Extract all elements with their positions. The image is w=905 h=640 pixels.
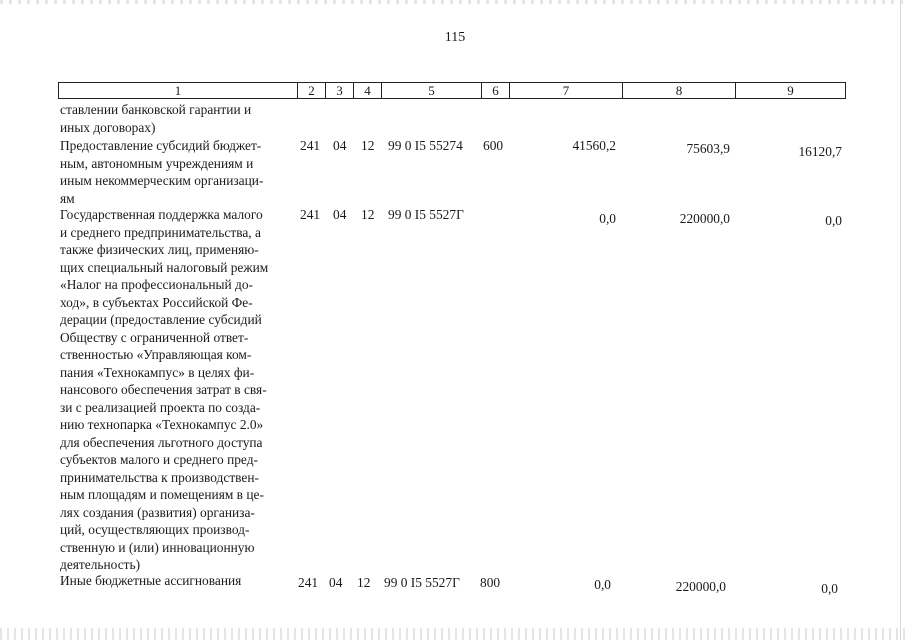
column-header-3: 3 bbox=[326, 82, 354, 99]
row-1-col-2: 241 bbox=[300, 138, 321, 153]
page-number: 115 bbox=[444, 30, 466, 45]
text-line: ным, автономным учреждениям и bbox=[60, 155, 254, 171]
table-row-3-description bbox=[60, 572, 296, 590]
text-line: лях создания (развития) организа- bbox=[60, 504, 255, 520]
row-3-col-4: 12 bbox=[357, 575, 371, 590]
row-3-col-2: 241 bbox=[298, 575, 319, 590]
row-1-col-7: 41560,2 bbox=[572, 138, 616, 153]
text-line: ям bbox=[60, 190, 75, 206]
text-line: Иные бюджетные ассигнования bbox=[60, 573, 242, 588]
column-header-7: 7 bbox=[510, 82, 623, 99]
row-3-col-6: 800 bbox=[480, 575, 501, 590]
text-line: Обществу с ограниченной ответ- bbox=[60, 329, 249, 345]
row-3-col-3: 04 bbox=[329, 575, 343, 590]
text-line: «Налог на профессиональный до- bbox=[60, 277, 254, 292]
text-line: ход», в субъектах Российской Фе- bbox=[60, 294, 253, 310]
row-1-col-9: 16120,7 bbox=[798, 144, 842, 159]
column-header-2: 2 bbox=[298, 82, 326, 99]
row-2-col-9: 0,0 bbox=[825, 213, 842, 228]
row-1-col-8: 75603,9 bbox=[686, 141, 730, 156]
column-header-9: 9 bbox=[736, 82, 846, 99]
row-3-col-5: 99 0 I5 5527Г bbox=[384, 575, 460, 590]
page-edge bbox=[900, 0, 901, 640]
row-3-col-7: 0,0 bbox=[594, 577, 611, 592]
text-line: ственностью «Управляющая ком- bbox=[60, 347, 252, 362]
text-line: ставлении банковской гарантии и bbox=[60, 102, 252, 117]
text-line: иных договорах) bbox=[60, 119, 156, 135]
scan-artifact-bottom bbox=[0, 628, 905, 640]
table-row-2-description bbox=[60, 206, 296, 574]
row-3-col-8: 220000,0 bbox=[675, 579, 726, 594]
scan-artifact-top bbox=[0, 0, 905, 4]
column-header-6: 6 bbox=[482, 82, 510, 99]
text-line: Государственная поддержка малого bbox=[60, 207, 263, 222]
text-line: и среднего предпринимательства, а bbox=[60, 224, 261, 240]
row-2-col-4: 12 bbox=[361, 207, 375, 222]
column-header-8: 8 bbox=[623, 82, 736, 99]
text-line: ций, осуществляющих производ- bbox=[60, 522, 250, 537]
row-2-col-5: 99 0 I5 5527Г bbox=[388, 207, 464, 222]
text-line: деятельность) bbox=[60, 557, 141, 572]
text-line: ственную и (или) инновационную bbox=[60, 539, 255, 555]
row-1-col-4: 12 bbox=[361, 138, 375, 153]
row-2-col-2: 241 bbox=[300, 207, 321, 222]
column-header-4: 4 bbox=[354, 82, 382, 99]
text-line: субъектов малого и среднего пред- bbox=[60, 452, 258, 467]
text-line: принимательства к производствен- bbox=[60, 469, 259, 485]
text-line: дерации (предоставление субсидий bbox=[60, 312, 262, 327]
column-header-1: 1 bbox=[58, 82, 298, 99]
text-line: нию технопарка «Технокампус 2.0» bbox=[60, 417, 264, 432]
row-2-col-3: 04 bbox=[333, 207, 347, 222]
table-row-1-description bbox=[60, 137, 296, 207]
column-header-5: 5 bbox=[382, 82, 482, 99]
row-1-col-6: 600 bbox=[483, 138, 504, 153]
text-line: щих специальный налоговый режим bbox=[60, 259, 269, 275]
row-1-col-5: 99 0 I5 55274 bbox=[388, 138, 463, 153]
text-line: нансового обеспечения затрат в свя- bbox=[60, 382, 267, 397]
row-2-col-8: 220000,0 bbox=[679, 211, 730, 226]
text-line: иным некоммерческим организаци- bbox=[60, 173, 264, 188]
text-line: ным площадям и помещениям в це- bbox=[60, 487, 264, 502]
text-line: для обеспечения льготного доступа bbox=[60, 434, 263, 450]
text-line: также физических лиц, применяю- bbox=[60, 242, 259, 257]
table-row-0-description bbox=[60, 101, 296, 136]
row-3-col-9: 0,0 bbox=[821, 581, 838, 596]
text-line: пания «Технокампус» в целях фи- bbox=[60, 364, 255, 380]
text-line: зи с реализацией проекта по созда- bbox=[60, 399, 261, 415]
text-line: Предоставление субсидий бюджет- bbox=[60, 138, 262, 153]
row-2-col-7: 0,0 bbox=[599, 211, 616, 226]
row-1-col-3: 04 bbox=[333, 138, 347, 153]
